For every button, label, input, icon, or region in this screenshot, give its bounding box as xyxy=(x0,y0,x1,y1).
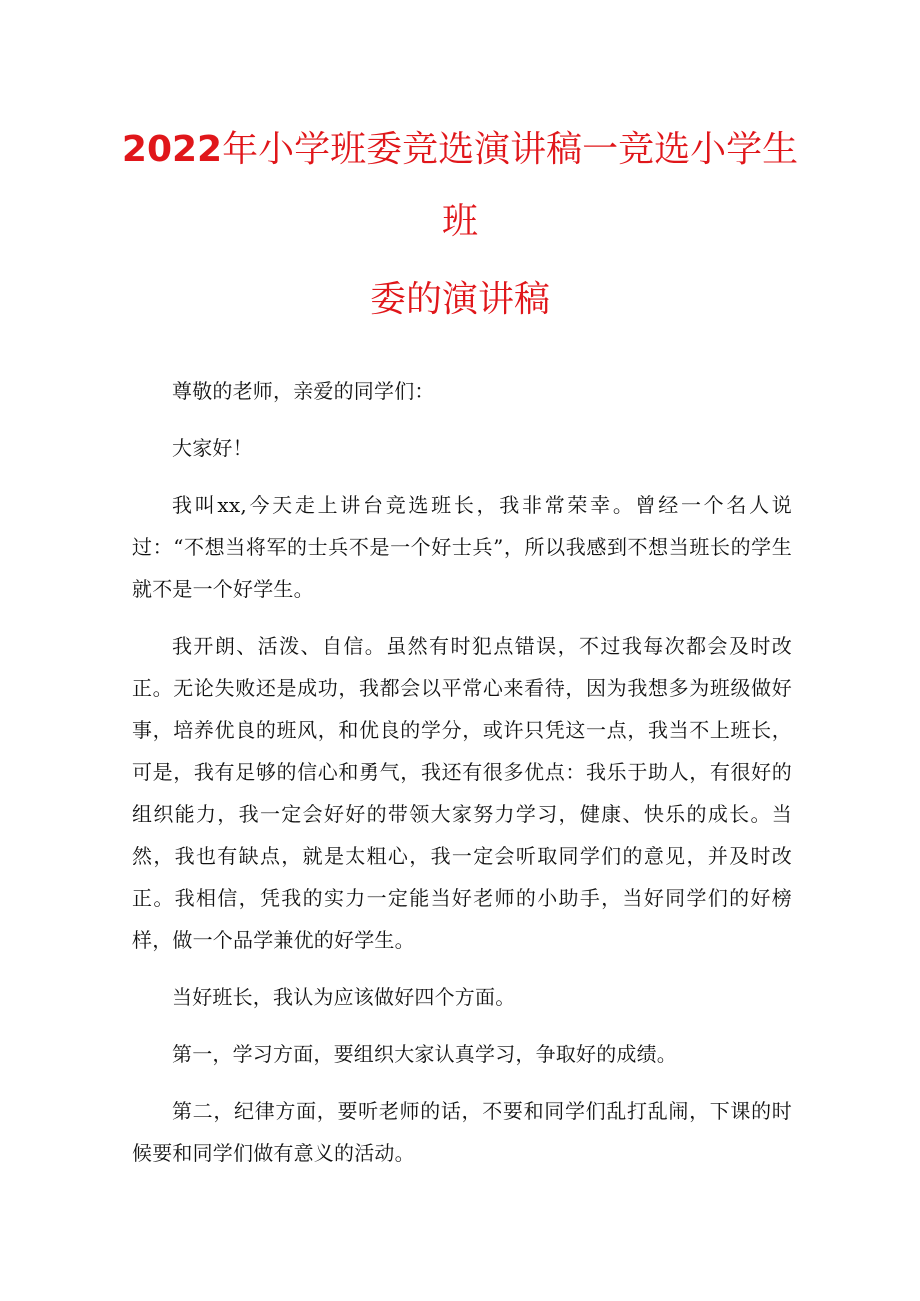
salutation: 尊敬的老师，亲爱的同学们： xyxy=(172,379,435,403)
paragraph-first-aspect: 第一，学习方面，要组织大家认真学习，争取好的成绩。 xyxy=(172,1042,677,1066)
paragraph-intro: 我叫xx,今天走上讲台竞选班长，我非常荣幸。曾经一个名人说过：“不想当将军的士兵不是一个好士兵”，所以我感到不想当班长的学生就不是一个好学生。 xyxy=(132,493,792,601)
document-title-line-1 xyxy=(100,125,820,175)
document-title-line-3: 委的演讲稿 xyxy=(369,279,550,320)
title-line-1-text: 年小学班委竞选演讲稿一竞选小学生 xyxy=(222,129,799,170)
paragraph-four-aspects: 当好班长，我认为应该做好四个方面。 xyxy=(172,985,516,1009)
document-title-line-2: 班 xyxy=(441,201,478,242)
document-body xyxy=(132,370,792,1189)
paragraph-self-description: 我开朗、活泼、自信。虽然有时犯点错误，不过我每次都会及时改正。无论失败还是成功，我都会以平常心来看待，因为我想多为班级做好事，培养优良的班风，和优良的学分，或许只凭这一点，我当不上班长，可是，我有足够的信心和勇气，我还有很多优点：我乐于助人，有很好的组织能力，我一定会好好的带领大家努力学习，健康、快乐的成长。当然，我也有缺点，就是太粗心，我一定会听取同学们的意见，并及时改正。我相信，凭我的实力一定能当好老师的小助手，当好同学们的好榜样，做一个品学兼优的好学生。 xyxy=(132,634,792,952)
title-year: 2022 xyxy=(121,129,223,170)
paragraph-second-aspect: 第二，纪律方面，要听老师的话，不要和同学们乱打乱闹，下课的时候要和同学们做有意义的活动。 xyxy=(132,1099,792,1165)
greeting: 大家好！ xyxy=(172,436,253,460)
